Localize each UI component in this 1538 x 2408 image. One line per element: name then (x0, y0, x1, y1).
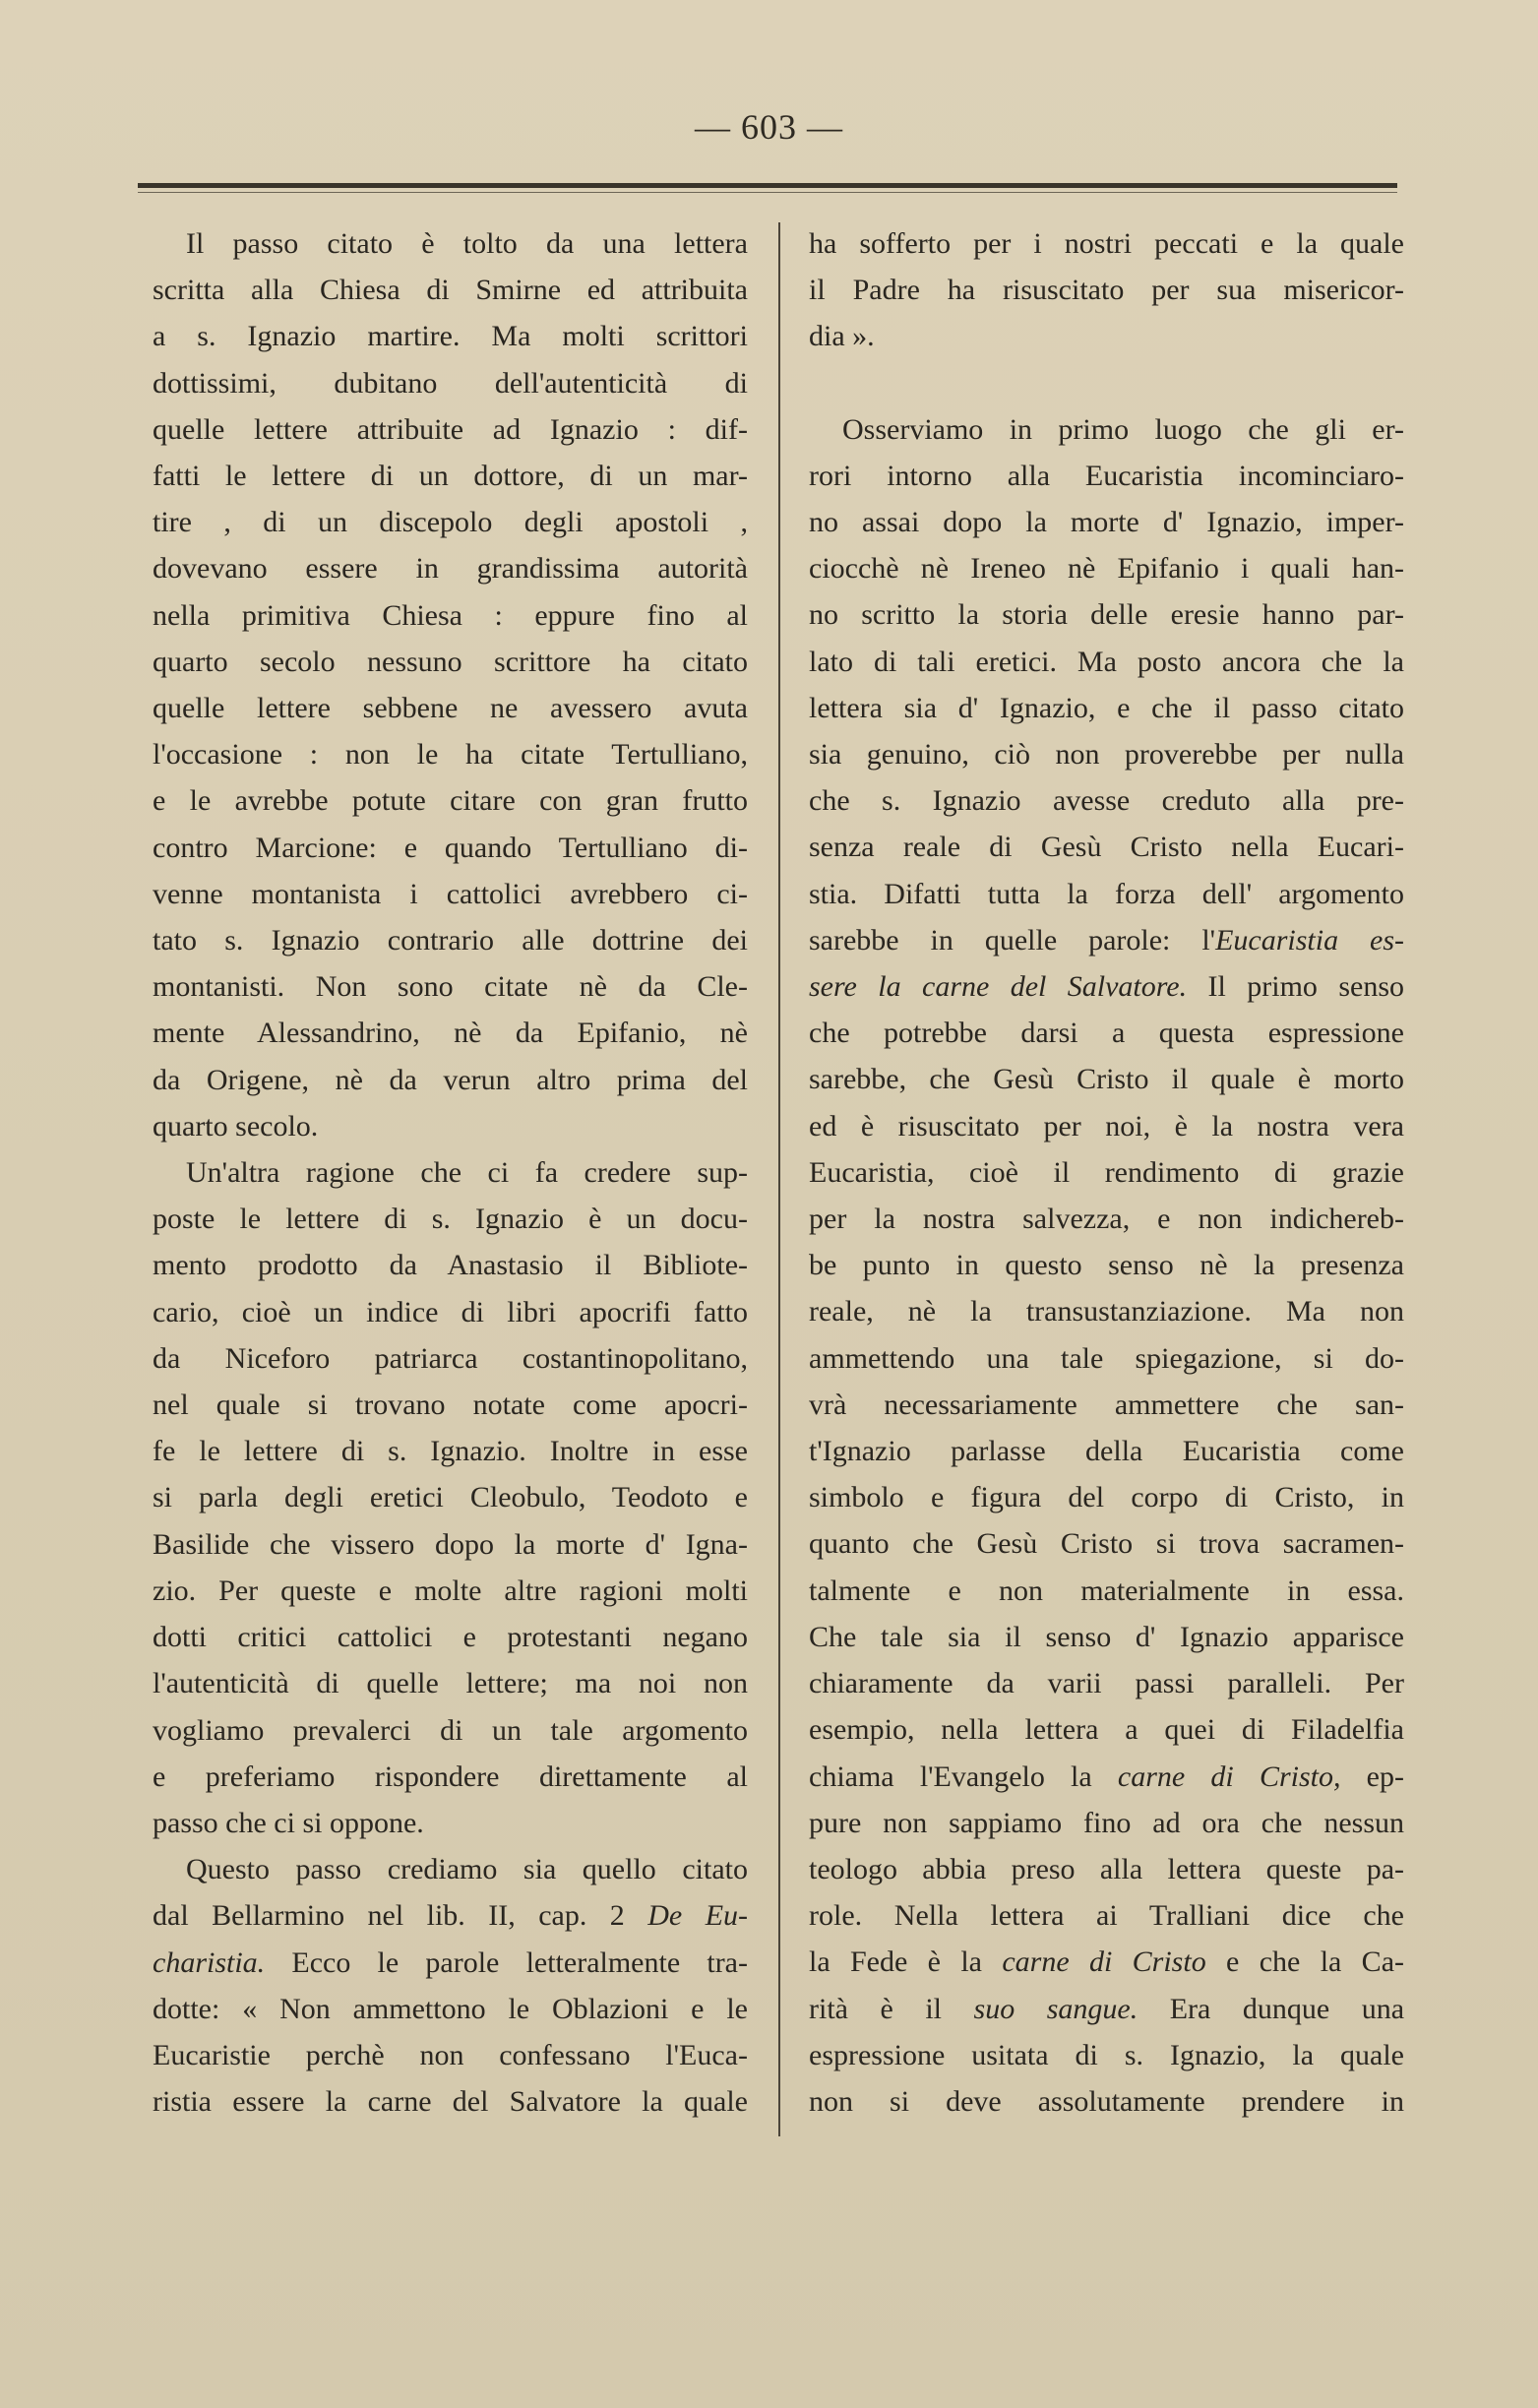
text-line: contro Marcione: e quando Tertulliano di- (153, 831, 748, 864)
text-line: esempio, nella lettera a quei di Filadelfia (809, 1713, 1404, 1747)
paragraph-2 (153, 1149, 748, 1846)
text-line (153, 1892, 748, 1939)
text-line: zio. Per queste e molte altre ragioni molti (153, 1574, 748, 1607)
text-line: dia ». (809, 320, 875, 353)
text-line: chiaramente da varii passi paralleli. Per (809, 1667, 1404, 1700)
text-line: Il passo citato è tolto da una lettera (186, 227, 748, 260)
text-line: vrà necessariamente ammettere che san- (809, 1388, 1404, 1421)
italic-phrase: sere la carne del Salvatore. (809, 970, 1188, 1004)
text-line: sia genuino, ciò non proverebbe per nulla (809, 738, 1404, 772)
text-line: simbolo e figura del corpo di Cristo, in (809, 1481, 1404, 1514)
text-line: l'occasione : non le ha citate Tertulliano, (153, 738, 748, 772)
text-line: talmente e non materialmente in essa. (809, 1574, 1404, 1607)
header-rule (138, 183, 1397, 188)
text-line: sarebbe, che Gesù Cristo il quale è morto (809, 1063, 1404, 1096)
text-line: non si deve assolutamente prendere in (809, 2084, 1404, 2118)
text-line: e preferiamo rispondere direttamente al (153, 1760, 748, 1793)
text-line: cario, cioè un indice di libri apocrifi fatto (153, 1295, 748, 1328)
italic-title: De Eu- (647, 1899, 749, 1933)
text-line: fe le lettere di s. Ignazio. Inoltre in esse (153, 1435, 748, 1468)
text-line: t'Ignazio parlasse della Eucaristia come (809, 1435, 1404, 1468)
text-segment: Ecco le parole letteralmente tra- (265, 1945, 748, 1979)
text-line: da Niceforo patriarca costantinopolitano, (153, 1341, 748, 1375)
page-number: — 603 — (695, 107, 843, 147)
text-segment: chiama l'Evangelo la (809, 1760, 1118, 1793)
text-line: si parla degli eretici Cleobulo, Teodoto e (153, 1481, 748, 1514)
text-line: ristia essere la carne del Salvatore la quale (153, 2085, 748, 2119)
text-line: Che tale sia il senso d' Ignazio apparisce (809, 1620, 1404, 1653)
text-line: no scritto la storia delle eresie hanno par- (809, 598, 1404, 632)
text-line: Osserviamo in primo luogo che gli er- (842, 412, 1404, 446)
text-line: ammettendo una tale spiegazione, si do- (809, 1341, 1404, 1375)
italic-title: charistia. (153, 1945, 266, 1979)
text-line: che potrebbe darsi a questa espressione (809, 1017, 1404, 1050)
text-line: quarto secolo nessuno scrittore ha citato (153, 645, 748, 678)
text-segment: la Fede è la (809, 1945, 1003, 1979)
text-line: tato s. Ignazio contrario alle dottrine dei (153, 924, 748, 957)
text-line: Basilide che vissero dopo la morte d' Igna- (153, 1527, 748, 1561)
text-line: scritta alla Chiesa di Smirne ed attribuita (153, 274, 748, 307)
text-line: pure non sappiamo fino ad ora che nessun (809, 1806, 1404, 1839)
text-line: Eucaristie perchè non confessano l'Euca- (153, 2038, 748, 2071)
italic-phrase: Eucaristia es- (1215, 923, 1405, 957)
text-line: l'autenticità di quelle lettere; ma noi non (153, 1667, 748, 1700)
text-segment: Il primo senso (1187, 970, 1404, 1004)
text-line: reale, nè la transustanziazione. Ma non (809, 1295, 1404, 1328)
text-line: no assai dopo la morte d' Ignazio, imper- (809, 506, 1404, 539)
text-line (809, 1939, 1404, 1985)
text-line: poste le lettere di s. Ignazio è un docu- (153, 1203, 748, 1236)
header-rule-thin (138, 192, 1397, 193)
text-line: venne montanista i cattolici avrebbero ci- (153, 877, 748, 910)
text-line: nella primitiva Chiesa : eppure fino al (153, 598, 748, 632)
text-line (809, 1754, 1404, 1800)
text-line: per la nostra salvezza, e non indichereb- (809, 1203, 1404, 1236)
text-line: rori intorno alla Eucaristia incominciaro- (809, 459, 1404, 492)
text-line: ciocchè nè Ireneo nè Epifanio i quali han- (809, 552, 1404, 586)
paragraph-4 (809, 406, 1404, 2126)
text-line: nel quale si trovano notate come apocri- (153, 1389, 748, 1422)
text-line (809, 963, 1404, 1010)
text-line: lettera sia d' Ignazio, e che il passo citato (809, 691, 1404, 724)
text-line: Un'altra ragione che ci fa credere sup- (186, 1156, 748, 1190)
text-line: quanto che Gesù Cristo si trova sacramen- (809, 1527, 1404, 1561)
text-segment: Era dunque una (1138, 1992, 1405, 2025)
text-line: passo che ci si oppone. (153, 1806, 424, 1839)
text-line: mento prodotto da Anastasio il Bibliote- (153, 1249, 748, 1282)
text-line: a s. Ignazio martire. Ma molti scrittori (153, 320, 748, 353)
text-line: fatti le lettere di un dottore, di un mar- (153, 460, 748, 493)
text-line: senza reale di Gesù Cristo nella Eucari- (809, 831, 1404, 864)
text-segment: e che la Ca- (1205, 1945, 1405, 1979)
text-line (153, 1940, 748, 1986)
text-line: quelle lettere attribuite ad Ignazio : dif- (153, 412, 748, 446)
text-line: vogliamo prevalerci di un tale argomento (153, 1713, 748, 1747)
italic-phrase: suo sangue. (973, 1992, 1138, 2025)
text-segment: ep- (1340, 1760, 1404, 1793)
text-line: che s. Ignazio avesse creduto alla pre- (809, 784, 1404, 818)
text-line: quelle lettere sebbene ne avessero avuta (153, 692, 748, 725)
text-line: teologo abbia preso alla lettera queste pa- (809, 1852, 1404, 1885)
text-line: espressione usitata di s. Ignazio, la quale (809, 2038, 1404, 2071)
text-segment: sarebbe in quelle parole: l' (809, 923, 1216, 957)
italic-phrase: carne di Cristo, (1117, 1760, 1341, 1793)
text-segment: dal Bellarmino nel lib. II, cap. 2 (153, 1899, 625, 1933)
text-line: stia. Difatti tutta la forza dell' argomento (809, 877, 1404, 910)
text-line: da Origene, nè da verun altro prima del (153, 1063, 748, 1096)
text-line: lato di tali eretici. Ma posto ancora che la (809, 645, 1404, 678)
text-line: e le avrebbe potute citare con gran frutto (153, 784, 748, 818)
text-line: tire , di un discepolo degli apostoli , (153, 506, 748, 539)
paragraph-3 (153, 1846, 748, 2125)
text-line: quarto secolo. (153, 1109, 319, 1142)
text-line: dovevano essere in grandissima autorità (153, 552, 748, 586)
text-line: dotte: « Non ammettono le Oblazioni e le (153, 1992, 748, 2025)
text-line: montanisti. Non sono citate nè da Cle- (153, 970, 748, 1004)
text-segment: rità è il (809, 1992, 974, 2025)
text-line: Eucaristia, cioè il rendimento di grazie (809, 1155, 1404, 1189)
text-line: il Padre ha risuscitato per sua misericor- (809, 274, 1404, 307)
text-line: mente Alessandrino, nè da Epifanio, nè (153, 1017, 748, 1050)
italic-phrase: carne di Cristo (1002, 1945, 1206, 1979)
text-line: ha sofferto per i nostri peccati e la quale (809, 227, 1404, 260)
text-line (809, 917, 1404, 963)
left-column (153, 220, 748, 2125)
text-line: ed è risuscitato per noi, è la nostra vera (809, 1109, 1404, 1142)
column-divider (778, 222, 780, 2136)
paragraph-continued (809, 220, 1404, 360)
paragraph-gap (809, 360, 1404, 406)
text-line: role. Nella lettera ai Tralliani dice che (809, 1899, 1404, 1933)
text-line: be punto in questo senso nè la presenza (809, 1249, 1404, 1282)
text-line: Questo passo crediamo sia quello citato (186, 1853, 748, 1886)
paragraph-1 (153, 220, 748, 1149)
text-line: dottissimi, dubitano dell'autenticità di (153, 366, 748, 400)
right-column (809, 220, 1404, 2125)
text-line: dotti critici cattolici e protestanti negano (153, 1621, 748, 1654)
text-line (809, 1986, 1404, 2032)
